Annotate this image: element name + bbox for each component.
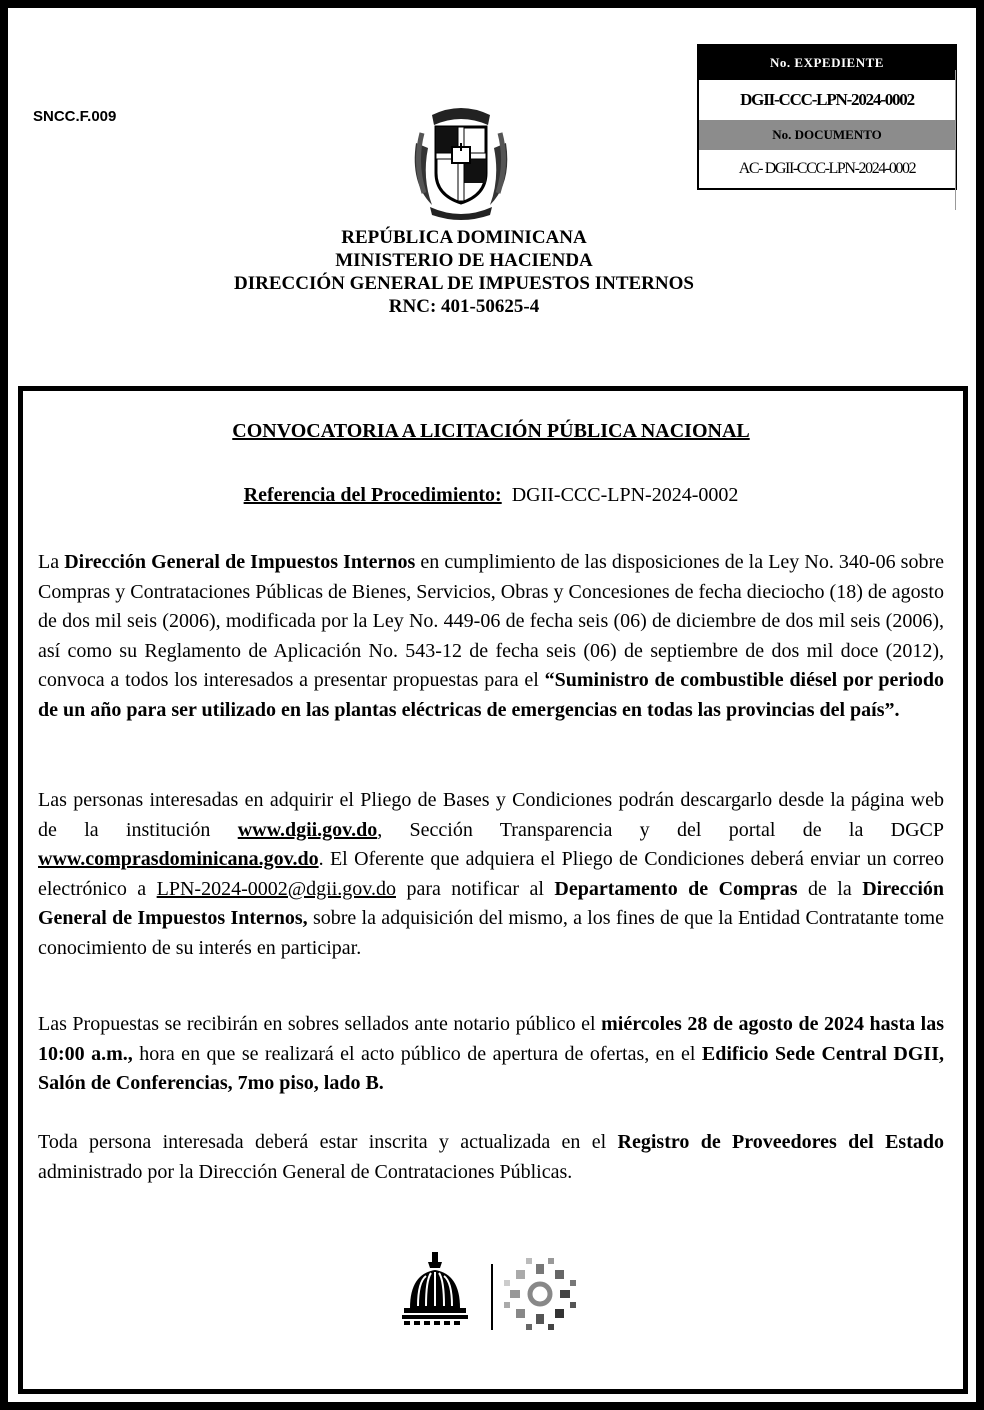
link-compras[interactable]: www.comprasdominicana.gov.do — [38, 848, 319, 870]
header-rnc: RNC: 401-50625-4 — [388, 296, 540, 317]
bold-date: miércoles 28 de agosto de 2024 hasta las 10:00 a.m., — [38, 1013, 945, 1065]
documento-value: AC- DGII-CCC-LPN-2024-0002 — [738, 160, 916, 177]
text-span: hora en que se realizará el acto público de apertura de ofertas, en el — [132, 1042, 702, 1065]
text-span: en cumplimiento de las disposiciones de la Ley No. 340-06 sobre Compras y Contrataciones Públicas de Bienes, Servicios, Obras y Concesiones de fecha dieciocho (18) de agosto de dos mil seis (2006), modificada por la Ley No. 449-06 de fecha seis (06) de diciembre de dos mil seis (2006), así como su Reglamento de Aplicación No. 543-12 de fecha seis (06) de septiembre de dos mil doce (2012), convoca a todos los interesados a presentar propuestas para el — [38, 551, 945, 691]
text-span: sobre la adquisición del mismo, a los fines de que la Entidad Contratante tome conocimiento de su interés en participar. — [38, 907, 944, 959]
documento-label: No. DOCUMENTO — [699, 120, 955, 150]
text-span: Toda persona interesada deberá estar inscrita y actualizada en el — [38, 1131, 618, 1153]
text-span: . El Oferente que adquiera el Pliego de Condiciones deberá enviar un correo electrónico a — [38, 848, 944, 900]
form-code: SNCC.F.009 — [33, 108, 117, 125]
text-span: , Sección Transparencia y del portal de la DGCP — [377, 818, 944, 841]
text-span: Las Propuestas se recibirán en sobres sellados ante notario público el — [38, 1013, 602, 1035]
header-directorate: DIRECCIÓN GENERAL DE IMPUESTOS INTERNOS — [234, 273, 694, 294]
text-span: de la — [797, 877, 863, 900]
bold-institution: Dirección General de Impuestos Internos, — [38, 877, 945, 929]
link-dgii[interactable]: www.dgii.gov.do — [237, 818, 378, 841]
bold-object: “Suministro de combustible diésel por periodo de un año para ser utilizado en las plantas eléctricas de emergencias en todas las provincias del país”. — [38, 669, 944, 721]
bold-department: Departamento de Compras — [554, 877, 798, 900]
text-span: La — [38, 551, 65, 573]
procedure-reference — [0, 484, 982, 507]
dome-building-icon — [402, 1252, 468, 1325]
bold-location: Edificio Sede Central DGII, Salón de Conferencias, 7mo piso, lado B. — [38, 1042, 944, 1094]
paragraph-proposals — [38, 1010, 944, 1099]
paragraph-documents — [38, 786, 944, 963]
text-span: Las personas interesadas en adquirir el Pliego de Bases y Condiciones podrán descargarlo desde la página web de la institución — [38, 789, 944, 841]
paragraph-registry — [38, 1128, 944, 1187]
expediente-box — [697, 44, 957, 190]
institution-header — [0, 226, 928, 318]
expediente-label: No. EXPEDIENTE — [699, 46, 955, 80]
header-country: REPÚBLICA DOMINICANA — [341, 227, 587, 248]
reference-value: DGII-CCC-LPN-2024-0002 — [511, 484, 739, 506]
bold-registry: Registro de Proveedores del Estado — [617, 1131, 944, 1153]
text-span: para notificar al — [395, 877, 555, 900]
expediente-value: DGII-CCC-LPN-2024-0002 — [740, 90, 914, 109]
reference-label: Referencia del Procedimiento: — [243, 484, 502, 506]
compras-logo-icon — [504, 1258, 576, 1330]
announcement-title: CONVOCATORIA A LICITACIÓN PÚBLICA NACIONAL — [232, 420, 750, 442]
paragraph-convocation — [38, 548, 944, 725]
box-shadow-line — [955, 70, 959, 210]
coat-of-arms-icon — [402, 103, 520, 221]
email-link[interactable]: LPN-2024-0002@dgii.gov.do — [156, 877, 396, 900]
footer-logos — [400, 1246, 586, 1336]
text-span: administrado por la Dirección General de Contrataciones Públicas. — [38, 1160, 573, 1183]
header-ministry: MINISTERIO DE HACIENDA — [335, 250, 593, 271]
bold-institution: Dirección General de Impuestos Internos — [64, 551, 416, 573]
